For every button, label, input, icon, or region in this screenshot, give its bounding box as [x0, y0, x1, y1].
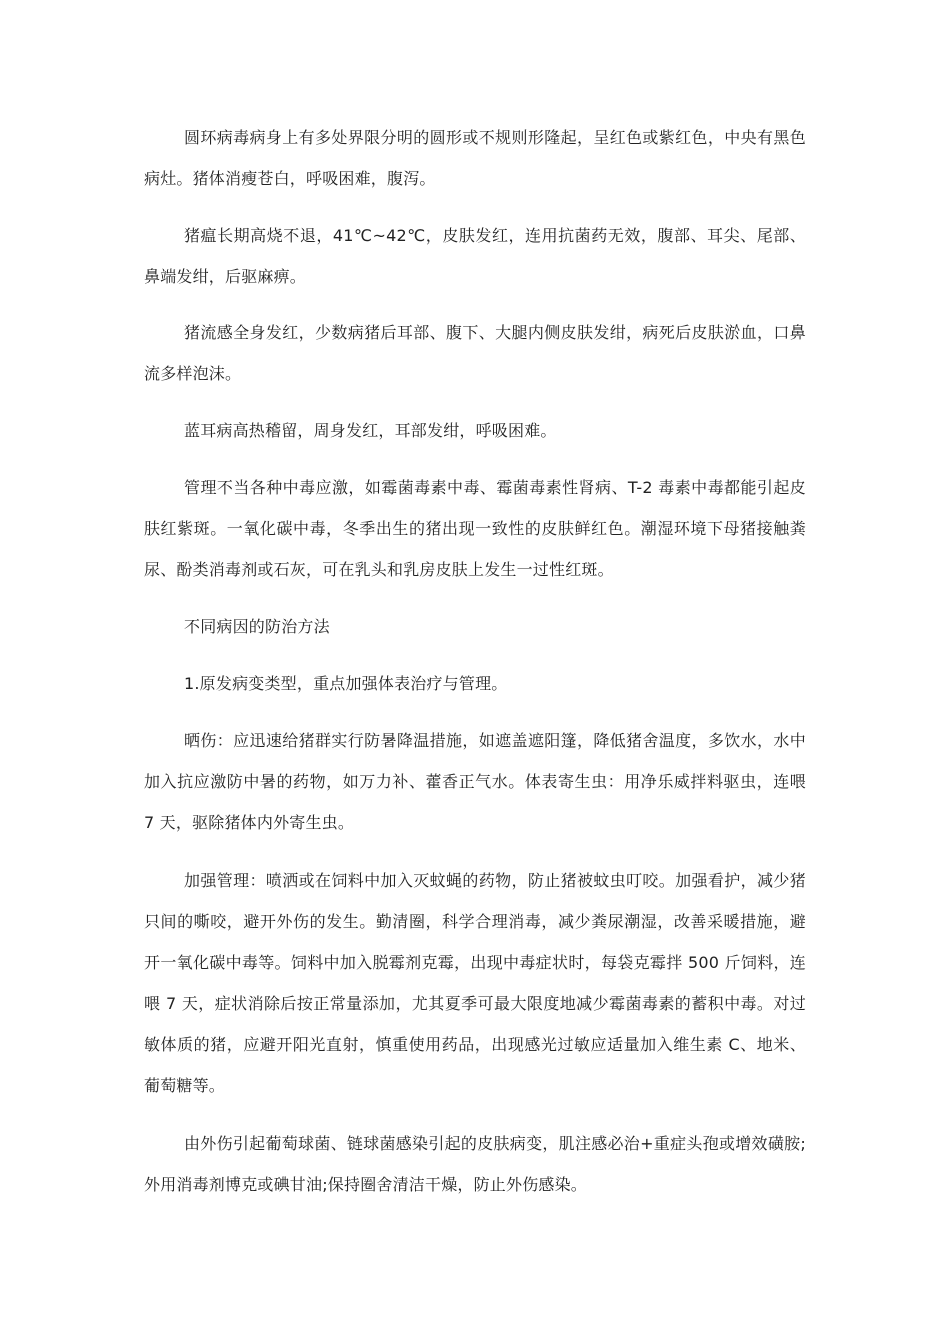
paragraph-trauma-infection: 由外伤引起葡萄球菌、链球菌感染引起的皮肤病变，肌注感必治+重症头孢或增效磺胺;外用消毒剂博克或碘甘油;保持圈舍清洁干燥，防止外伤感染。	[144, 1134, 806, 1194]
paragraph-sunburn: 晒伤：应迅速给猪群实行防暑降温措施，如遮盖遮阳篷，降低猪舍温度，多饮水，水中加入抗应激防中暑的药物，如万力补、藿香正气水。体表寄生虫：用净乐威拌料驱虫，连喂 7 天，驱除猪体内外寄生虫。	[144, 731, 806, 832]
document-body	[144, 117, 806, 1205]
paragraph-swine-fever: 猪瘟长期高烧不退，41℃~42℃，皮肤发红，连用抗菌药无效，腹部、耳尖、尾部、鼻端发绀，后驱麻痹。	[144, 226, 806, 286]
section-heading-prevention: 不同病因的防治方法	[184, 617, 330, 636]
paragraph-primary-lesion: 1.原发病变类型，重点加强体表治疗与管理。	[184, 674, 508, 693]
paragraph-poisoning: 管理不当各种中毒应激，如霉菌毒素中毒、霉菌毒素性肾病、T-2 毒素中毒都能引起皮肤红紫斑。一氧化碳中毒，冬季出生的猪出现一致性的皮肤鲜红色。潮湿环境下母猪接触粪尿、酚类消毒剂或石灰，可在乳头和乳房皮肤上发生一过性红斑。	[144, 478, 806, 579]
paragraph-blue-ear: 蓝耳病高热稽留，周身发红，耳部发绀，呼吸困难。	[184, 421, 557, 440]
paragraph-management: 加强管理：喷洒或在饲料中加入灭蚊蝇的药物，防止猪被蚊虫叮咬。加强看护，减少猪只间的嘶咬，避开外伤的发生。勤清圈，科学合理消毒，减少粪尿潮湿，改善采暖措施，避开一氧化碳中毒等。饲料中加入脱霉剂克霉，出现中毒症状时，每袋克霉拌 500 斤饲料，连喂 7 天，症状消除后按正常量添加，尤其夏季可最大限度地减少霉菌毒素的蓄积中毒。对过敏体质的猪，应避开阳光直射，慎重使用药品，出现感光过敏应适量加入维生素 C、地米、葡萄糖等。	[144, 871, 806, 1095]
paragraph-swine-flu: 猪流感全身发红，少数病猪后耳部、腹下、大腿内侧皮肤发绀，病死后皮肤淤血，口鼻流多样泡沫。	[144, 323, 806, 383]
paragraph-circovirus: 圆环病毒病身上有多处界限分明的圆形或不规则形隆起，呈红色或紫红色，中央有黑色病灶。猪体消瘦苍白，呼吸困难，腹泻。	[144, 128, 806, 188]
